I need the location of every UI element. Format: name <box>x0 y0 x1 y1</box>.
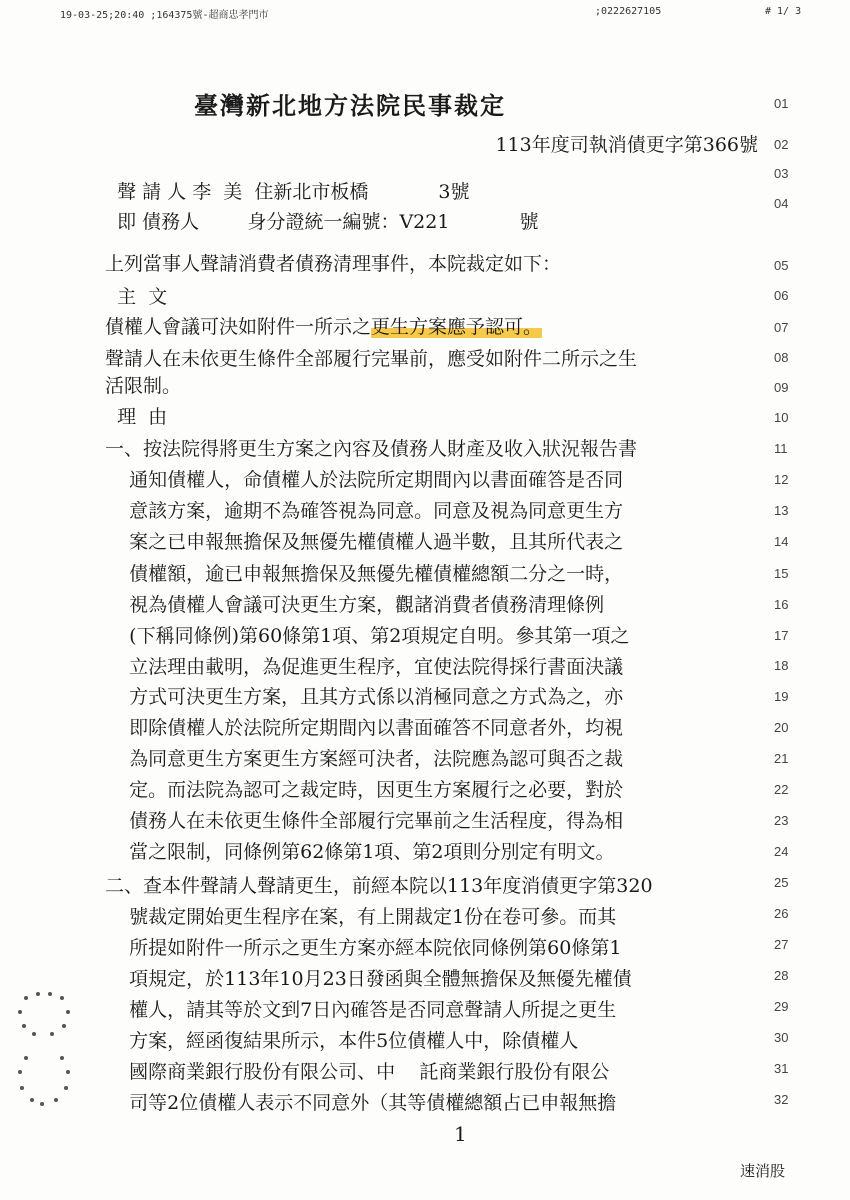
fax-header-page: # 1/ 3 <box>765 6 802 17</box>
body-line: 二、查本件聲請人聲請更生，前經本院以113年度消債更字第320 <box>105 875 653 897</box>
body-line: 案之已申報無擔保及無優先權債權人過半數，且其所代表之 <box>105 531 624 553</box>
line-number: 06 <box>774 288 789 303</box>
line-number: 24 <box>774 844 789 859</box>
division-label: 速消股 <box>740 1162 786 1180</box>
line-number: 04 <box>774 196 789 211</box>
body-line: 債權人會議可決如附件一所示之更生方案應予認可。 <box>105 316 543 338</box>
body-line: 活限制。 <box>105 375 182 397</box>
line-number: 13 <box>774 503 789 518</box>
line-number: 32 <box>774 1092 789 1107</box>
line-number: 21 <box>774 751 789 766</box>
party-line-2-text: 即 債務人 身分證統一編號：V221 <box>117 211 450 233</box>
body-line: 理 由 <box>105 406 168 428</box>
party-line-1-text: 聲 請 人 李 美 住新北市板橋 <box>117 181 369 203</box>
body-line: 方案，經函復結果所示，本件5位債權人中，除債權人 <box>105 1030 579 1052</box>
body-line: 債務人在未依更生條件全部履行完畢前之生活程度，得為相 <box>105 810 624 832</box>
party-line-1-tail: 3號 <box>438 181 470 203</box>
line-number: 19 <box>774 689 789 704</box>
body-line: 視為債權人會議可決更生方案，觀諸消費者債務清理條例 <box>105 594 605 616</box>
line-number: 09 <box>774 380 789 395</box>
line-number: 23 <box>774 813 789 828</box>
line-number: 29 <box>774 999 789 1014</box>
line-number: 22 <box>774 782 789 797</box>
highlighted-ruling: 更生方案應予認可。 <box>371 316 543 338</box>
line-number: 03 <box>774 166 789 181</box>
line-number: 27 <box>774 937 789 952</box>
body-line: 定。而法院為認可之裁定時，因更生方案履行之必要，對於 <box>105 779 624 801</box>
line-number: 25 <box>774 875 789 890</box>
line-number: 31 <box>774 1061 789 1076</box>
body-line: 主 文 <box>105 286 168 308</box>
line-number: 15 <box>774 566 789 581</box>
line-number: 02 <box>774 137 789 152</box>
body-line: 方式可決更生方案，且其方式係以消極同意之方式為之，亦 <box>105 686 624 708</box>
line-number: 01 <box>774 96 789 111</box>
body-line: 所提如附件一所示之更生方案亦經本院依同條例第60條第1 <box>105 937 622 959</box>
line-number: 10 <box>774 410 789 425</box>
fax-header-left: 19-03-25;20:40 ;164375號-超商忠孝門市 <box>60 10 269 21</box>
body-line: 聲請人在未依更生條件全部履行完畢前，應受如附件二所示之生 <box>105 348 638 370</box>
body-line: 立法理由載明，為促進更生程序，宜使法院得採行書面決議 <box>105 656 624 678</box>
case-number: 113年度司執消債更字第366號 <box>495 134 758 156</box>
line-number: 18 <box>774 658 789 673</box>
body-line: 權人，請其等於文到7日內確答是否同意聲請人所提之更生 <box>105 999 617 1021</box>
party-line-2-tail: 號 <box>519 211 539 233</box>
line-number: 08 <box>774 350 789 365</box>
line-number: 20 <box>774 720 789 735</box>
body-line: (下稱同條例)第60條第1項、第2項規定自明。參其第一項之 <box>105 625 630 647</box>
body-line: 當之限制，同條例第62條第1項、第2項則分別定有明文。 <box>105 841 615 863</box>
body-line: 為同意更生方案更生方案經可決者，法院應為認可與否之裁 <box>105 748 624 770</box>
body-line: 項規定，於113年10月23日發函與全體無擔保及無優先權債 <box>105 968 632 990</box>
body-line: 一、按法院得將更生方案之內容及債務人財產及收入狀況報告書 <box>105 438 638 460</box>
body-line: 司等2位債權人表示不同意外（其等債權總額占已申報無擔 <box>105 1092 617 1114</box>
document-title: 臺灣新北地方法院民事裁定 <box>194 91 506 120</box>
body-line: 通知債權人，命債權人於法院所定期間內以書面確答是否同 <box>105 469 624 491</box>
line-number: 30 <box>774 1030 789 1045</box>
line-number: 17 <box>774 628 789 643</box>
party-line-2 <box>105 194 538 232</box>
line-number: 12 <box>774 472 789 487</box>
line-number: 11 <box>774 441 788 456</box>
line-number: 14 <box>774 534 789 549</box>
binding-hole-marks <box>14 990 70 1130</box>
body-line: 號裁定開始更生程序在案，有上開裁定1份在卷可參。而其 <box>105 906 617 928</box>
line-number: 26 <box>774 906 789 921</box>
body-line: 即除債權人於法院所定期間內以書面確答不同意者外，均視 <box>105 717 624 739</box>
line-number: 05 <box>774 258 789 273</box>
body-line: 上列當事人聲請消費者債務清理事件，本院裁定如下： <box>105 253 562 275</box>
line-number: 28 <box>774 968 789 983</box>
body-line: 意該方案，逾期不為確答視為同意。同意及視為同意更生方 <box>105 500 624 522</box>
body-line: 債權額，逾已申報無擔保及無優先權債權總額二分之一時， <box>105 563 624 585</box>
fax-header-middle: ;0222627105 <box>595 6 662 17</box>
line-number: 07 <box>774 320 789 335</box>
body-line: 國際商業銀行股份有限公司、中 託商業銀行股份有限公 <box>105 1061 610 1083</box>
line-number: 16 <box>774 597 789 612</box>
page-number: 1 <box>454 1122 467 1146</box>
